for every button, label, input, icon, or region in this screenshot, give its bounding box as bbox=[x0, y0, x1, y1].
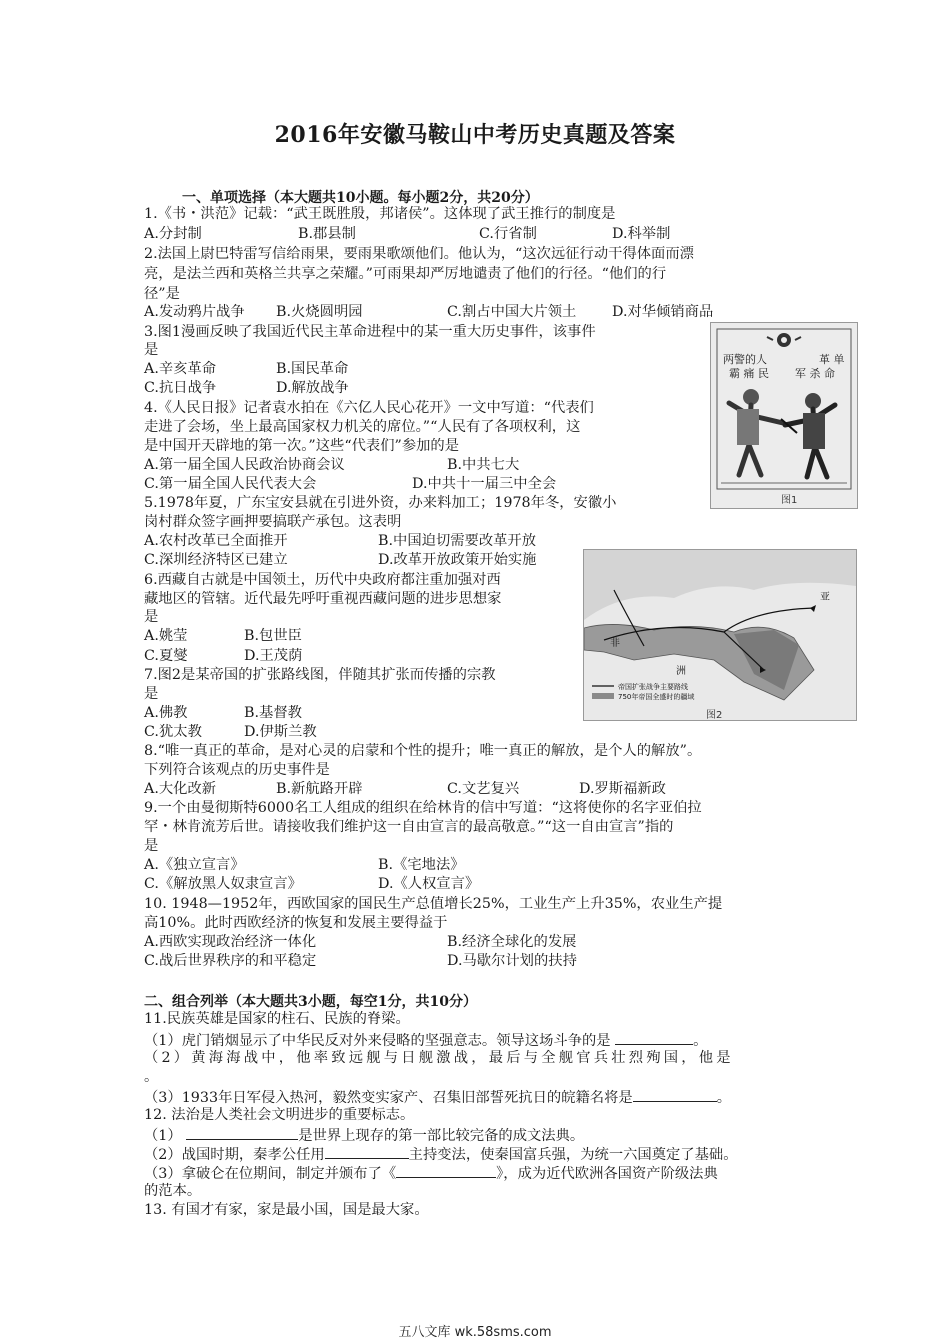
q12-p3-end: 》，成为近代欧洲各国资产阶级法典 bbox=[496, 1166, 718, 1182]
q12-p3-text: （3）拿破仑在位期间，制定并颁布了《 bbox=[144, 1166, 397, 1182]
question-12-part-3 bbox=[144, 1163, 718, 1183]
question-5-line: 5.1978年夏，广东宝安县就在引进外资，办来料加工；1978年冬，安徽小 bbox=[144, 495, 617, 511]
page-title: 2016年安徽马鞍山中考历史真题及答案 bbox=[274, 122, 676, 148]
question-11-part-2: （2）黄海海战中，他率致远舰与日舰激战，最后与全舰官兵壮烈殉国，他是 bbox=[144, 1050, 734, 1066]
q2-option-a: A.发动鸦片战争 bbox=[144, 304, 245, 320]
question-2-line: 2.法国上尉巴特雷写信给雨果，要雨果歌颂他们。他认为，“这次远征行动干得体面而漂 bbox=[144, 246, 694, 262]
q1-option-b: B.郡县制 bbox=[298, 226, 356, 242]
figure-2-map bbox=[583, 549, 857, 721]
cartoon-banner-right-2: 军 杀 命 bbox=[795, 367, 835, 380]
q10-option-d: D.马歇尔计划的扶持 bbox=[447, 953, 577, 969]
q11-p3-blank[interactable] bbox=[633, 1087, 717, 1102]
q4-option-d: D.中共十一届三中全会 bbox=[412, 476, 557, 492]
question-9-line: 罕・林肯流芳后世。请接收我们维护这一自由宣言的最高敬意。”“这一自由宣言”指的 bbox=[144, 819, 674, 835]
figure-1-caption: 图1 bbox=[781, 495, 798, 506]
q12-p2-end: 主持变法，使秦国富兵强，为统一六国奠定了基础。 bbox=[408, 1147, 738, 1163]
q6-option-b: B.包世臣 bbox=[244, 628, 302, 644]
q5-option-b: B.中国迫切需要改革开放 bbox=[378, 533, 537, 549]
q10-option-b: B.经济全球化的发展 bbox=[447, 934, 577, 950]
question-3-line: 3.图1漫画反映了我国近代民主革命进程中的某一重大历史事件，该事件 bbox=[144, 324, 596, 340]
q11-p1-blank[interactable] bbox=[615, 1030, 693, 1045]
cartoon-illustration bbox=[711, 323, 857, 508]
question-7-line: 是 bbox=[144, 686, 159, 702]
map-legend-territory: 750年帝国全盛时的疆域 bbox=[618, 693, 695, 701]
footer-watermark: 五八文库 wk.58sms.com bbox=[398, 1325, 552, 1340]
q11-p1-end: 。 bbox=[693, 1033, 708, 1049]
q6-option-d: D.王茂荫 bbox=[244, 648, 303, 664]
q10-option-c: C.战后世界秩序的和平稳定 bbox=[144, 953, 317, 969]
q9-option-b: B.《宅地法》 bbox=[378, 857, 465, 873]
question-12-part-3-cont: 的范本。 bbox=[144, 1183, 202, 1199]
q12-p2-text: （2）战国时期，秦孝公任用 bbox=[144, 1147, 325, 1163]
q9-option-d: D.《人权宣言》 bbox=[378, 876, 480, 892]
figure-1-cartoon bbox=[710, 322, 858, 509]
map-label-zhou: 洲 bbox=[676, 666, 686, 677]
q1-option-d: D.科举制 bbox=[612, 226, 671, 242]
q1-option-c: C.行省制 bbox=[479, 226, 537, 242]
question-11-part-2-cont: 。 bbox=[144, 1069, 159, 1085]
question-3-line: 是 bbox=[144, 342, 159, 358]
q5-option-d: D.改革开放政策开始实施 bbox=[378, 552, 537, 568]
question-10-line: 10. 1948—1952年，西欧国家的国民生产总值增长25%，工业生产上升35%，农业生产提 bbox=[144, 896, 723, 912]
q5-option-a: A.农村改革已全面推开 bbox=[144, 533, 288, 549]
q12-p2-blank[interactable] bbox=[325, 1144, 409, 1159]
question-2-line: 亮，是法兰西和英格兰共享之荣耀。”可雨果却严厉地谴责了他们的行径。“他们的行 bbox=[144, 266, 667, 282]
question-11-part-3 bbox=[144, 1087, 731, 1107]
q8-option-a: A.大化改新 bbox=[144, 781, 217, 797]
q12-p1-end: 是世界上现存的第一部比较完备的成文法典。 bbox=[298, 1128, 585, 1144]
question-12-part-1 bbox=[144, 1125, 584, 1145]
q3-option-a: A.辛亥革命 bbox=[144, 361, 217, 377]
map-legend-route: 帝国扩张战争主要路线 bbox=[618, 683, 688, 691]
question-8-line: 下列符合该观点的历史事件是 bbox=[144, 762, 330, 778]
q12-p1-text: （1） bbox=[144, 1128, 182, 1144]
question-13-stem: 13. 有国才有家，家是最小国，国是最大家。 bbox=[144, 1202, 429, 1218]
expansion-map bbox=[584, 550, 856, 720]
q8-option-d: D.罗斯福新政 bbox=[579, 781, 666, 797]
q5-option-c: C.深圳经济特区已建立 bbox=[144, 552, 288, 568]
q3-option-c: C.抗日战争 bbox=[144, 380, 217, 396]
question-9-line: 9.一个由曼彻斯特6000名工人组成的组织在给林肯的信中写道：“这将使你的名字亚伯拉 bbox=[144, 800, 702, 816]
q12-p1-blank[interactable] bbox=[186, 1125, 298, 1140]
question-8-line: 8.“唯一真正的革命，是对心灵的启蒙和个性的提升；唯一真正的解放，是个人的解放”。 bbox=[144, 743, 702, 759]
q4-option-a: A.第一届全国人民政治协商会议 bbox=[144, 457, 345, 473]
q2-option-b: B.火烧圆明园 bbox=[276, 304, 363, 320]
question-1-line: 1.《书・洪范》记载：“武王既胜殷，邦诸侯”。这体现了武王推行的制度是 bbox=[144, 206, 616, 222]
question-4-line: 4.《人民日报》记者袁水拍在《六亿人民心花开》一文中写道：“代表们 bbox=[144, 400, 594, 416]
q11-p1-text: （1）虎门销烟显示了中华民反对外来侵略的坚强意志。领导这场斗争的是 bbox=[144, 1033, 611, 1049]
question-4-line: 走进了会场，坐上最高国家权力机关的席位。”“人民有了各项权利，这 bbox=[144, 419, 581, 435]
section2-heading: 二、组合列举（本大题共3小题，每空1分，共10分） bbox=[144, 994, 477, 1010]
q11-p3-end: 。 bbox=[716, 1090, 731, 1106]
q8-option-c: C.文艺复兴 bbox=[447, 781, 520, 797]
question-11-stem: 11.民族英雄是国家的柱石、民族的脊梁。 bbox=[144, 1011, 410, 1027]
question-6-line: 是 bbox=[144, 609, 159, 625]
question-11-part-1 bbox=[144, 1030, 707, 1050]
q2-option-c: C.割占中国大片领土 bbox=[447, 304, 577, 320]
q7-option-c: C.犹太教 bbox=[144, 724, 202, 740]
q6-option-c: C.夏燮 bbox=[144, 648, 188, 664]
question-10-line: 高10%。此时西欧经济的恢复和发展主要得益于 bbox=[144, 915, 448, 931]
question-5-line: 岗村群众签字画押要搞联产承包。这表明 bbox=[144, 514, 402, 530]
q6-option-a: A.姚莹 bbox=[144, 628, 188, 644]
q3-option-d: D.解放战争 bbox=[276, 380, 349, 396]
q7-option-b: B.基督教 bbox=[244, 705, 302, 721]
q9-option-a: A.《独立宣言》 bbox=[144, 857, 245, 873]
q4-option-b: B.中共七大 bbox=[447, 457, 520, 473]
question-12-part-2 bbox=[144, 1144, 738, 1164]
q3-option-b: B.国民革命 bbox=[276, 361, 349, 377]
question-4-line: 是中国开天辟地的第一次。”这些“代表们”参加的是 bbox=[144, 438, 460, 454]
section1-heading: 一、单项选择（本大题共10小题。每小题2分，共20分） bbox=[182, 190, 539, 206]
map-label-fei: 非 bbox=[610, 638, 620, 649]
question-6-line: 藏地区的管辖。近代最先呼吁重视西藏问题的进步思想家 bbox=[144, 591, 502, 607]
question-7-line: 7.图2是某帝国的扩张路线图，伴随其扩张而传播的宗教 bbox=[144, 667, 496, 683]
q11-p3-text: （3）1933年日军侵入热河，毅然变实家产、召集旧部誓死抗日的皖籍名将是 bbox=[144, 1090, 633, 1106]
cartoon-banner-left: 两警的人 bbox=[723, 353, 767, 366]
cartoon-banner-left-2: 霸 痛 民 bbox=[729, 367, 769, 380]
q2-option-d: D.对华倾销商品 bbox=[612, 304, 714, 320]
q7-option-a: A.佛教 bbox=[144, 705, 188, 721]
q9-option-c: C.《解放黑人奴隶宣言》 bbox=[144, 876, 302, 892]
question-12-stem: 12. 法治是人类社会文明进步的重要标志。 bbox=[144, 1107, 415, 1123]
q8-option-b: B.新航路开辟 bbox=[276, 781, 363, 797]
q12-p3-blank[interactable] bbox=[396, 1163, 496, 1178]
figure-2-caption: 图2 bbox=[706, 710, 723, 721]
map-label-ya: 亚 bbox=[820, 592, 830, 603]
q7-option-d: D.伊斯兰教 bbox=[244, 724, 317, 740]
q4-option-c: C.第一届全国人民代表大会 bbox=[144, 476, 317, 492]
question-6-line: 6.西藏自古就是中国领土，历代中央政府都注重加强对西 bbox=[144, 572, 501, 588]
question-9-line: 是 bbox=[144, 838, 159, 854]
q1-option-a: A.分封制 bbox=[144, 226, 202, 242]
q10-option-a: A.西欧实现政治经济一体化 bbox=[144, 934, 317, 950]
cartoon-banner-right: 革 单 bbox=[819, 353, 845, 366]
question-2-line: 径”是 bbox=[144, 286, 180, 302]
